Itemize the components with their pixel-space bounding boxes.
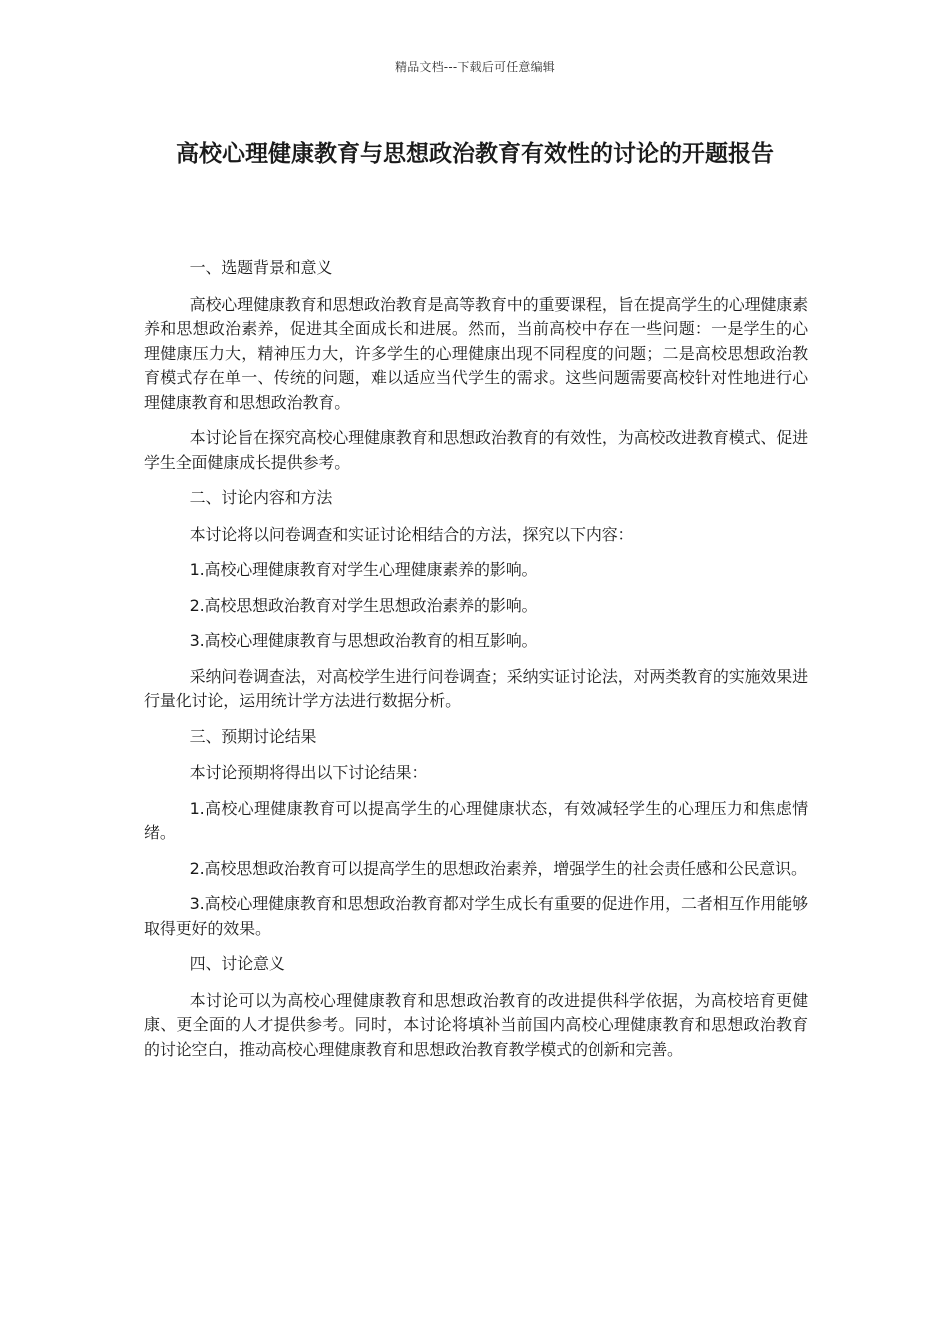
list-item-result-2: 2.高校思想政治教育可以提高学生的思想政治素养，增强学生的社会责任感和公民意识。	[189, 858, 807, 878]
list-item-result-3: 3.高校心理健康教育和思想政治教育都对学生成长有重要的促进作用，二者相互作用能够取得更好的效果。	[144, 894, 808, 938]
section-heading-content-method: 二、讨论内容和方法	[189, 488, 333, 507]
document-body	[144, 256, 808, 1073]
paragraph-significance: 本讨论可以为高校心理健康教育和思想政治教育的改进提供科学依据，为高校培育更健康、更全面的人才提供参考。同时，本讨论将填补当前国内高校心理健康教育和思想政治教育的讨论空白，推动高校心理健康教育和思想政治教育教学模式的创新和完善。	[144, 990, 808, 1059]
list-item-content-2: 2.高校思想政治教育对学生思想政治素养的影响。	[189, 595, 538, 615]
document-title: 高校心理健康教育与思想政治教育有效性的讨论的开题报告	[176, 141, 774, 167]
paragraph-purpose: 本讨论旨在探究高校心理健康教育和思想政治教育的有效性，为高校改进教育模式、促进学生全面健康成长提供参考。	[144, 428, 808, 472]
section-heading-background: 一、选题背景和意义	[189, 258, 333, 277]
paragraph-method-intro: 本讨论将以问卷调查和实证讨论相结合的方法，探究以下内容：	[189, 524, 634, 544]
section-heading-expected-results: 三、预期讨论结果	[189, 726, 317, 746]
paragraph-results-intro: 本讨论预期将得出以下讨论结果：	[189, 763, 428, 782]
section-heading-significance: 四、讨论意义	[189, 954, 285, 973]
header-note: 精品文档---下载后可任意编辑	[395, 60, 555, 74]
paragraph-method: 采纳问卷调查法，对高校学生进行问卷调查；采纳实证讨论法，对两类教育的实施效果进行量化讨论，运用统计学方法进行数据分析。	[144, 666, 808, 710]
list-item-content-3: 3.高校心理健康教育与思想政治教育的相互影响。	[189, 631, 538, 650]
list-item-result-1: 1.高校心理健康教育可以提高学生的心理健康状态，有效减轻学生的心理压力和焦虑情绪。	[144, 798, 808, 842]
list-item-content-1: 1.高校心理健康教育对学生心理健康素养的影响。	[189, 560, 538, 579]
paragraph-background: 高校心理健康教育和思想政治教育是高等教育中的重要课程，旨在提高学生的心理健康素养和思想政治素养，促进其全面成长和进展。然而，当前高校中存在一些问题：一是学生的心理健康压力大，精神压力大，许多学生的心理健康出现不同程度的问题；二是高校思想政治教育模式存在单一、传统的问题，难以适应当代学生的需求。这些问题需要高校针对性地进行心理健康教育和思想政治教育。	[144, 294, 808, 412]
